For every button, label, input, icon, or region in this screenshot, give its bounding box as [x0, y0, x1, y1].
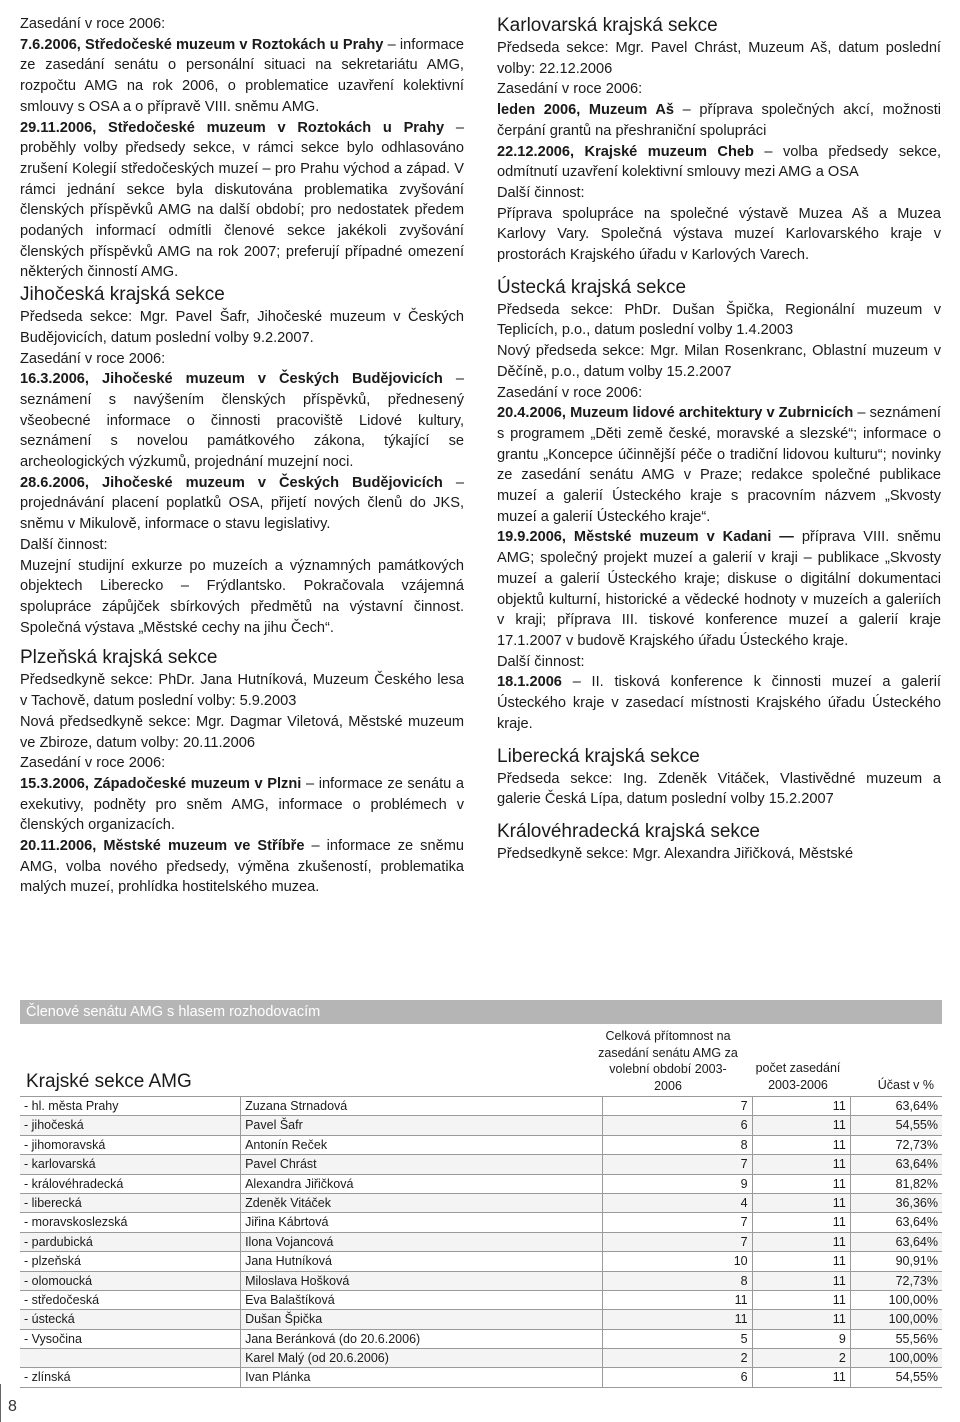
cell-attendance: 7 — [603, 1155, 753, 1173]
column-header-meetings: počet zasedání 2003-2006 — [755, 1061, 841, 1092]
column-header-attendance: Celková přítomnost na zasedání senátu AMG za volební období 2003-2006 — [598, 1029, 738, 1093]
cell-name: Miloslava Hošková — [241, 1272, 603, 1290]
cell-percent: 63,64% — [895, 1099, 938, 1113]
section-heading: Jihočeská krajská sekce — [20, 284, 225, 306]
paragraph-text: příprava VIII. sněmu AMG; společný projekt muzeí a galerií v kraji – publikace „Skvosty muzeí a galerií Ústeckého kraje; diskuse o digitální dokumentaci objektů kulturní, historické a vědecké hodnoty v muzeích a galeriích v kraji; příprava III. tiskové konference muzeí a galerií kraje 17.1.2007 v budově Krajského úřadu Ústeckého kraje. — [497, 529, 941, 649]
table-body — [20, 1097, 942, 1388]
cell-name: Alexandra Jiřičková — [241, 1175, 603, 1193]
paragraph — [20, 535, 464, 556]
cell-percent: 100,00% — [888, 1292, 938, 1307]
cell-section: - liberecká — [20, 1194, 241, 1212]
paragraph-keyword: 20.11.2006, Městské muzeum ve Stříbře — [20, 838, 305, 855]
section-heading: Karlovarská krajská sekce — [497, 15, 718, 36]
table-row — [20, 1175, 942, 1194]
paragraph-keyword: 19.9.2006, Městské muzeum v Kadani — — [497, 529, 802, 546]
cell-percent: 81,82% — [895, 1176, 938, 1191]
paragraph: Zasedání v roce 2006: — [20, 755, 166, 772]
cell-percent: 100,00% — [888, 1351, 938, 1366]
cell-percent: 36,36% — [895, 1195, 938, 1210]
cell-meetings: 11 — [753, 1155, 851, 1173]
cell-name: Pavel Šafr — [241, 1116, 603, 1134]
right-column — [497, 14, 941, 865]
cell-percent: 90,91% — [895, 1254, 938, 1269]
section-heading: Liberecká krajská sekce — [497, 745, 700, 767]
cell-name: Karel Malý (od 20.6.2006) — [241, 1349, 603, 1367]
page-number: 8 — [8, 1398, 17, 1415]
paragraph-keyword: 22.12.2006, Krajské muzeum Cheb — [497, 143, 754, 160]
cell-meetings: 11 — [753, 1116, 851, 1134]
table-row — [20, 1097, 942, 1116]
table-row — [20, 1233, 942, 1252]
cell-attendance: 4 — [603, 1194, 753, 1212]
section-heading: Ústecká krajská sekce — [497, 276, 687, 298]
column-header-section: Krajské sekce AMG — [26, 1071, 192, 1092]
table-title: Členové senátu AMG s hlasem rozhodovacím — [20, 1000, 942, 1024]
cell-percent: 55,56% — [895, 1331, 938, 1346]
cell-section: - moravskoslezská — [20, 1213, 241, 1231]
paragraph: Předsedkyně sekce: PhDr. Jana Hutníková, Muzeum Českého lesa v Tachově, datum poslední volby: 5.9.2003 — [20, 672, 464, 710]
paragraph: Zasedání v roce 2006: — [20, 16, 166, 32]
table-row — [20, 1155, 942, 1174]
cell-attendance: 7 — [603, 1213, 753, 1231]
paragraph-keyword: 16.3.2006, Jihočeské muzeum v Českých Budějovicích — [20, 371, 443, 388]
senate-members-table — [20, 1000, 942, 1388]
table-row — [20, 1272, 942, 1291]
cell-meetings: 11 — [753, 1194, 851, 1212]
paragraph: Předseda sekce: Ing. Zdeněk Vitáček, Vlastivědné muzeum a galerie Česká Lípa, datum poslední volby 15.2.2007 — [497, 770, 941, 808]
paragraph — [497, 652, 941, 673]
paragraph — [497, 403, 941, 527]
column-header-percent: Účast v % — [877, 1078, 934, 1092]
cell-percent: 54,55% — [895, 1118, 938, 1133]
cell-meetings: 11 — [753, 1097, 851, 1115]
paragraph-text: – proběhly volby předsedy sekce, v rámci sekce bylo odhlasováno zrušení Kolegií středočeských muzeí – pro Prahu východ a západ. V rámci jednání sekce byla diskutována problematika zvyšování členských příspěvků AMG na další období; pro nedostatek předem podaných informací odmítli členové sekce jakékoli zvyšování členských příspěvků AMG na rok 2007; preferují případné omezení některých činností AMG. — [20, 119, 465, 281]
cell-section: - olomoucká — [20, 1272, 241, 1290]
page-rule — [0, 1384, 1, 1422]
table-row — [20, 1116, 942, 1135]
paragraph-text: – projednávání placení poplatků OSA, přijetí nových členů do JKS, sněmu v Mikulově, informace o stavu legislativy. — [20, 474, 464, 533]
cell-attendance: 6 — [603, 1368, 753, 1386]
paragraph — [20, 836, 464, 898]
paragraph-text: – informace ze senátu a exekutivy, podněty pro sněm AMG, informace o problémech v členských organizacích. — [20, 775, 464, 834]
paragraph-text: – informace ze sněmu AMG, volba nového předsedy, výměna zkušeností, problematika malých muzeí, prohlídka hostitelského muzea. — [20, 838, 464, 896]
cell-section: - plzeňská — [20, 1252, 241, 1270]
table-row — [20, 1136, 942, 1155]
table-row — [20, 1349, 942, 1368]
cell-attendance: 2 — [603, 1349, 753, 1367]
paragraph — [20, 369, 464, 473]
cell-meetings: 11 — [753, 1272, 851, 1290]
paragraph: Příprava spolupráce na společné výstavě Muzea Aš a Muzea Karlovy Vary. Společná výstava muzeí Karlovarského kraje v prostorách Krajského úřadu v Karlových Varech. — [497, 205, 941, 264]
cell-meetings: 2 — [753, 1349, 851, 1367]
paragraph-text: – volba předsedy sekce, odmítnutí uzavření kolektivní smlouvy mezi AMG a OSA — [497, 143, 942, 181]
cell-name: Jiřina Kábrtová — [241, 1213, 603, 1231]
left-column — [20, 14, 464, 898]
cell-section: - ústecká — [20, 1310, 241, 1328]
cell-name: Pavel Chrást — [241, 1155, 603, 1173]
cell-name: Ivan Plánka — [241, 1368, 603, 1386]
cell-percent: 54,55% — [895, 1370, 938, 1385]
cell-attendance: 8 — [603, 1136, 753, 1154]
cell-meetings: 11 — [753, 1175, 851, 1193]
cell-name: Eva Balaštíková — [241, 1291, 603, 1309]
cell-section: - Vysočina — [20, 1330, 241, 1348]
paragraph-keyword: 20.4.2006, Muzeum lidové architektury v Zubrnicích — [497, 405, 854, 422]
cell-section: - královéhradecká — [20, 1175, 241, 1193]
cell-name: Dušan Špička — [241, 1310, 603, 1328]
cell-section: - středočeská — [20, 1291, 241, 1309]
paragraph-keyword: 29.11.2006, Středočeské muzeum v Roztokách u Prahy — [20, 119, 445, 136]
cell-name: Jana Hutníková — [241, 1252, 603, 1270]
paragraph — [497, 672, 941, 734]
paragraph-keyword: 28.6.2006, Jihočeské muzeum v Českých Budějovicích — [20, 474, 443, 491]
section-heading: Královéhradecká krajská sekce — [497, 820, 760, 842]
cell-section: - jihočeská — [20, 1116, 241, 1134]
cell-name: Zdeněk Vitáček — [241, 1194, 603, 1212]
cell-section — [20, 1349, 241, 1367]
table-row — [20, 1291, 942, 1310]
paragraph — [20, 774, 464, 836]
cell-meetings: 11 — [753, 1368, 851, 1386]
table-header — [20, 1024, 942, 1097]
paragraph: Předseda sekce: PhDr. Dušan Špička, Regionální muzeum v Teplicích, p.o., datum poslední volby 1.4.2003 — [497, 301, 941, 339]
table-row — [20, 1310, 942, 1329]
paragraph: Zasedání v roce 2006: — [497, 81, 643, 98]
paragraph: Nový předseda sekce: Mgr. Milan Rosenkranc, Oblastní muzeum v Děčíně, p.o., datum volby 15.2.2007 — [497, 343, 941, 380]
cell-attendance: 11 — [603, 1291, 753, 1309]
paragraph: Zasedání v roce 2006: — [497, 384, 643, 401]
paragraph: Předseda sekce: Mgr. Pavel Chrást, Muzeum Aš, datum poslední volby: 22.12.2006 — [497, 40, 941, 77]
cell-attendance: 7 — [603, 1233, 753, 1251]
cell-name: Jana Beránková (do 20.6.2006) — [241, 1330, 603, 1348]
paragraph-text: – informace ze zasedání senátu o personální situaci na sekretariátu AMG, rozpočtu AMG na rok 2006, o problematice uzavření kolektivní smlouvy s OSA a o přípravě VIII. sněmu AMG. — [20, 36, 464, 115]
cell-meetings: 11 — [753, 1233, 851, 1251]
paragraph-keyword: Další činnost: — [497, 184, 585, 201]
cell-percent: 63,64% — [895, 1234, 938, 1249]
cell-attendance: 5 — [603, 1330, 753, 1348]
paragraph — [497, 142, 941, 183]
cell-meetings: 11 — [753, 1252, 851, 1270]
table-row — [20, 1194, 942, 1213]
paragraph: Zasedání v roce 2006: — [20, 350, 166, 367]
cell-attendance: 6 — [603, 1116, 753, 1134]
cell-percent: 72,73% — [895, 1273, 938, 1288]
paragraph-text: – II. tisková konference k činnosti muzeí a galerií Ústeckého kraje v zasedací místnosti Krajského úřadu Ústeckého kraje. — [497, 674, 941, 732]
paragraph-text: – příprava společných akcí, možnosti čerpání grantů na přeshraniční spolupráci — [497, 102, 941, 139]
paragraph: Předsedkyně sekce: Mgr. Alexandra Jiřičková, Městské — [497, 845, 854, 862]
cell-name: Zuzana Strnadová — [241, 1097, 603, 1115]
paragraph-keyword: leden 2006, Muzeum Aš — [497, 102, 674, 119]
cell-section: - zlínská — [20, 1368, 241, 1386]
table-row — [20, 1368, 942, 1387]
table-row — [20, 1252, 942, 1271]
paragraph — [20, 473, 464, 535]
cell-attendance: 11 — [603, 1310, 753, 1328]
paragraph-keyword: 15.3.2006, Západočeské muzeum v Plzni — [20, 775, 302, 792]
paragraph-keyword: 7.6.2006, Středočeské muzeum v Roztokách u Prahy — [20, 36, 384, 53]
paragraph-keyword: Další činnost: — [20, 536, 108, 553]
cell-section: - hl. města Prahy — [20, 1097, 241, 1115]
table-row — [20, 1213, 942, 1232]
cell-section: - pardubická — [20, 1233, 241, 1251]
cell-meetings: 11 — [753, 1136, 851, 1154]
paragraph: Nová předsedkyně sekce: Mgr. Dagmar Viletová, Městské muzeum ve Zbiroze, datum volby: 20.11.2006 — [20, 713, 464, 751]
cell-attendance: 8 — [603, 1272, 753, 1290]
cell-name: Ilona Vojancová — [241, 1233, 603, 1251]
cell-meetings: 11 — [753, 1310, 851, 1328]
cell-attendance: 9 — [603, 1175, 753, 1193]
paragraph: Předseda sekce: Mgr. Pavel Šafr, Jihočeské muzeum v Českých Budějovicích, datum poslední volby 9.2.2007. — [20, 309, 464, 346]
paragraph — [497, 183, 941, 204]
paragraph-text: – seznámení s programem „Děti země české, moravské a slezské“; informace o grantu „Koncepce účinnější péče o tradiční lidovou kulturu“; novinky ze zasedání senátu AMG v Praze; redakce společné publikace muzeí a galerií Ústeckého kraje s pracovním názvem „Skvosty muzeí a galerií Ústeckého kraje“. — [497, 405, 941, 525]
cell-section: - jihomoravská — [20, 1136, 241, 1154]
cell-percent: 100,00% — [888, 1312, 938, 1327]
cell-attendance: 7 — [603, 1097, 753, 1115]
paragraph: Muzejní studijní exkurze po muzeích a významných památkových objektech Liberecko – Frýdlantsko. Pokračovala vzájemná spolupráce zápůjček sbírkových předmětů na výstavní činnost. Společná výstava „Městské cechy na jihu Čech“. — [20, 557, 464, 636]
cell-section: - karlovarská — [20, 1155, 241, 1173]
paragraph-keyword: 18.1.2006 — [497, 674, 562, 691]
cell-name: Antonín Reček — [241, 1136, 603, 1154]
cell-percent: 63,64% — [895, 1157, 938, 1172]
cell-percent: 63,64% — [895, 1215, 938, 1230]
paragraph — [20, 118, 464, 284]
table-row — [20, 1330, 942, 1349]
cell-meetings: 9 — [753, 1330, 851, 1348]
paragraph-keyword: Další činnost: — [497, 653, 585, 670]
cell-attendance: 10 — [603, 1252, 753, 1270]
cell-meetings: 11 — [753, 1291, 851, 1309]
paragraph — [20, 35, 464, 118]
paragraph-text: – seznámení s navýšením členských příspěvků, přednesený všeobecné informace o činnosti pracoviště Lidové kultury, seznámení s novelou památkového zákona, týkající se archeologických výzkumů, projednání muzejní noci. — [20, 371, 464, 471]
cell-meetings: 11 — [753, 1213, 851, 1231]
cell-percent: 72,73% — [895, 1137, 938, 1152]
section-heading: Plzeňská krajská sekce — [20, 647, 218, 669]
paragraph — [497, 100, 941, 141]
paragraph — [497, 527, 941, 651]
